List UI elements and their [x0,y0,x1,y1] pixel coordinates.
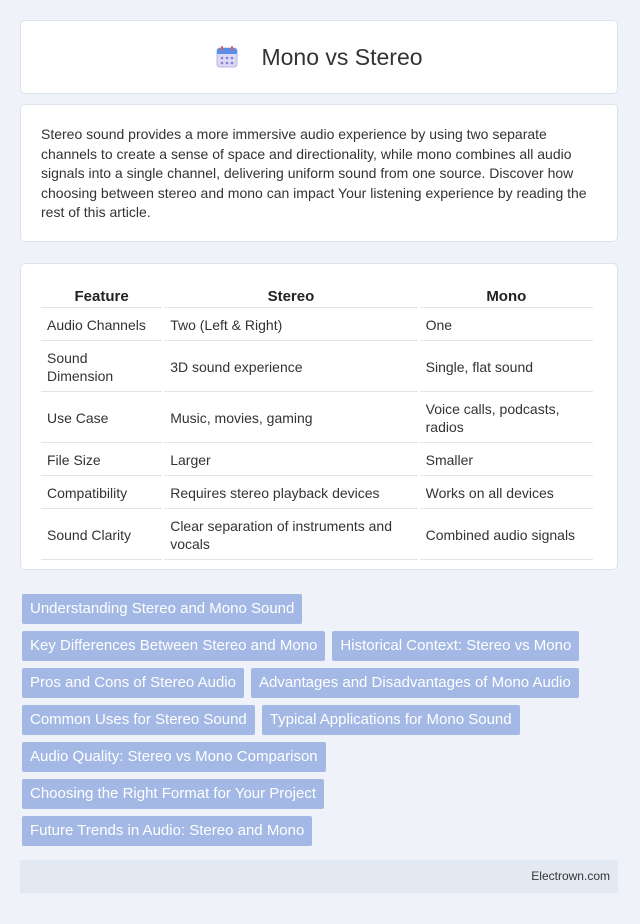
table-row [41,478,593,509]
tag-row [22,779,622,809]
topic-tag[interactable]: Pros and Cons of Stereo Audio [22,668,244,698]
table-card [20,263,618,570]
column-header: Feature [41,284,162,308]
table-cell: Use Case [41,394,162,443]
related-topics [22,594,622,853]
calendar-icon [215,45,239,69]
footer [20,860,618,893]
table-cell: Larger [164,445,417,476]
table-cell: File Size [41,445,162,476]
table-cell: Sound Dimension [41,343,162,392]
header-card [20,20,618,94]
table-cell: Works on all devices [420,478,593,509]
topic-tag[interactable]: Historical Context: Stereo vs Mono [332,631,579,661]
topic-tag[interactable]: Understanding Stereo and Mono Sound [22,594,302,624]
table-cell: Combined audio signals [420,511,593,560]
tag-row [22,816,622,846]
table-row [41,343,593,392]
table-cell: Two (Left & Right) [164,310,417,341]
table-cell: Audio Channels [41,310,162,341]
tag-row [22,705,622,735]
table-header-row [41,284,593,308]
table-cell: Compatibility [41,478,162,509]
tag-row [22,668,622,698]
table-row [41,394,593,443]
comparison-table [39,282,595,562]
table-cell: Single, flat sound [420,343,593,392]
title-wrap [215,44,422,71]
column-header: Stereo [164,284,417,308]
table-row [41,310,593,341]
topic-tag[interactable]: Common Uses for Stereo Sound [22,705,255,735]
footer-site-name[interactable]: Electrown.com [531,869,610,883]
topic-tag[interactable]: Typical Applications for Mono Sound [262,705,520,735]
table-cell: Clear separation of instruments and vocals [164,511,417,560]
table-cell: Requires stereo playback devices [164,478,417,509]
table-cell: Voice calls, podcasts, radios [420,394,593,443]
table-cell: Sound Clarity [41,511,162,560]
intro-text: Stereo sound provides a more immersive audio experience by using two separate channels to create a sense of space and directionality, while mono combines all audio signals into a single channel, delivering uniform sound from one source. Discover how choosing between stereo and mono can impact Your listening experience by reading the rest of this article. [41,126,587,221]
topic-tag[interactable]: Audio Quality: Stereo vs Mono Comparison [22,742,326,772]
table-cell: Smaller [420,445,593,476]
table-cell: Music, movies, gaming [164,394,417,443]
topic-tag[interactable]: Key Differences Between Stereo and Mono [22,631,325,661]
tag-row [22,742,622,772]
table-row [41,445,593,476]
topic-tag[interactable]: Future Trends in Audio: Stereo and Mono [22,816,312,846]
table-cell: One [420,310,593,341]
page-title: Mono vs Stereo [261,43,423,70]
tag-row [22,631,622,661]
topic-tag[interactable]: Choosing the Right Format for Your Project [22,779,324,809]
topic-tag[interactable]: Advantages and Disadvantages of Mono Audio [251,668,579,698]
intro-card [20,104,618,242]
tag-row [22,594,622,624]
table-row [41,511,593,560]
column-header: Mono [420,284,593,308]
table-cell: 3D sound experience [164,343,417,392]
